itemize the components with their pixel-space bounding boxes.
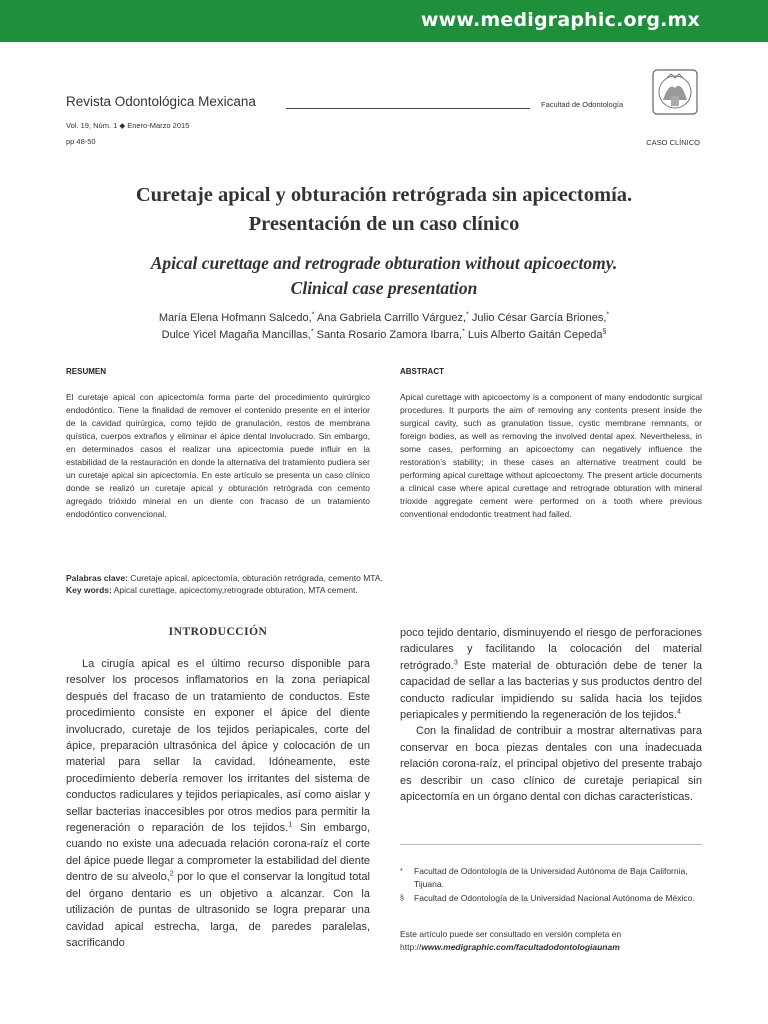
footnote-item: § Facultad de Odontología de la Universidad Nacional Autónoma de México. — [400, 893, 695, 903]
availability-note: Este artículo puede ser consultado en versión completa en http://www.medigraphic.com/facultadodontologiaunam — [400, 929, 622, 952]
site-url-link[interactable]: www.medigraphic.org.mx — [420, 9, 700, 31]
abstract-body: Apical curettage with apicoectomy is a component of many endodontic surgical procedures. It purports the aim of removing any contents present inside the surgical cavity, such as granulation tissue, cystic membrane remnants, or foreign bodies, as well as removing the involved dental apex. Nevertheless, in some cases, performing an apicoectomy can negatively influence the restoration’s stability; in these cases an alternative treatment could be performing apical curettage without apicoectomy. The present article documents a clinical case where apical curettage and retrograde obturation with mineral trioxide aggregate cement were performed on a tooth where previous conventional endodontic treatment had failed. — [400, 392, 702, 519]
university-seal-logo — [649, 66, 701, 118]
article-type-label: CASO CLÍNICO — [646, 138, 700, 147]
footnotes — [400, 865, 702, 906]
page-range: pp 48-50 — [66, 137, 96, 146]
keywords-en: Key words: Apical curettage, apicectomy,retrograde obturation, MTA cement. — [66, 585, 358, 595]
resumen-body: El curetaje apical con apicectomía forma parte del procedimiento quirúrgico endodóntico. Tiene la finalidad de remover el contenido presente en el interior de la cavidad quirúrgica, como tejido de granulación, restos de membrana quística, cuerpos extraños y eliminar el ápice dental involucrado. Sin embargo, en determinados casos el realizar una apicectomía puede influir en la estabilidad de la restauración en donde la alternativa del tratamiento pudiera ser un curetaje apical sin apicectomía. En este artículo se presenta un caso clínico donde se realizó un curetaje apical y obturación retrógrada con cemento agregado trióxido mineral en un diente con fracaso de un tratamiento endodóntico convencional. — [66, 392, 370, 519]
article-title-en: Apical curettage and retrograde obturation without apicoectomy. Clinical case presentation — [150, 253, 618, 298]
body-column-left — [66, 656, 370, 951]
author-list: María Elena Hofmann Salcedo,* Ana Gabriela Carrillo Várguez,* Julio César García Briones,* Dulce Yicel Magaña Mancillas,* Santa Rosario Zamora Ibarra,* Luis Alberto Gaitán Cepeda§ — [158, 311, 610, 341]
availability-link[interactable]: www.medigraphic.com/facultadodontologiaunam — [421, 941, 620, 952]
abstract-heading: ABSTRACT — [400, 367, 444, 376]
footnote-divider — [400, 844, 702, 845]
journal-name: Revista Odontológica Mexicana — [66, 94, 256, 109]
footnote-item: * Facultad de Odontología de la Universidad Autónoma de Baja California, Tijuana. — [400, 866, 688, 889]
body-paragraph: poco tejido dentario, disminuyendo el riesgo de perforaciones radiculares y facilitando la colocación del material retrógrado.$^3$ Este material de obturación debe de tener la capacidad de sellar a las bacterias y sus productos dentro del conducto radicular impidiendo su salida hacia los tejidos periapicales y permitiendo la regeneración de los tejidos.$^4$ — [400, 627, 702, 722]
keywords-block — [66, 572, 702, 596]
keywords-es: Palabras clave: Curetaje apical, apicectomía, obturación retrógrada, cemento MTA. — [66, 573, 383, 583]
faculty-label: Facultad de Odontología — [541, 100, 624, 109]
journal-rule-divider — [286, 108, 530, 109]
intro-heading: INTRODUCCIÓN — [168, 626, 268, 638]
body-column-right — [400, 625, 702, 805]
header-bar — [0, 0, 768, 42]
body-paragraph: La cirugía apical es el último recurso disponible para resolver los procesos inflamatorios en la zona periapical después del fracaso de un tratamiento de conductos. Este procedimiento consiste en exponer el ápice del diente involucrado, curetaje de los tejidos periapicales, corte del ápice, preparación ultrasónica del ápice y colocación de un material para sellar la cavidad. Idóneamente, este procedimiento debería remover los irritantes del sistema de conductos radiculares y tejidos periapicales, así como aislar y sellar bacterias inaccesibles por otros medios para permitir la regeneración o reparación de los tejidos.$^1$ Sin embargo, cuando no existe una adecuada relación corona-raíz el corte del ápice puede llegar a comprometer la estabilidad del diente dentro de su alveolo,$^2$ por lo que el conservar la longitud total del órgano dentario es un objetivo a alcanzar. Con la utilización de puntas de ultrasonido se logra preparar una cavidad apical estrecha, larga, de paredes paralelas, sacrificando — [66, 658, 370, 949]
resumen-heading: RESUMEN — [66, 367, 107, 376]
volume-info: Vol. 19, Núm. 1 ◆ Enero-Marzo 2015 — [66, 121, 190, 130]
article-title-es: Curetaje apical y obturación retrógrada sin apicectomía. Presentación de un caso clínico — [135, 184, 633, 235]
body-paragraph: Con la finalidad de contribuir a mostrar alternativas para conservar en boca piezas dentales con una inadecuada relación corona-raíz, el principal objetivo del presente trabajo es describir un caso clínico de curetaje periapical sin apicectomía en un órgano dental con dichas características. — [400, 725, 702, 804]
